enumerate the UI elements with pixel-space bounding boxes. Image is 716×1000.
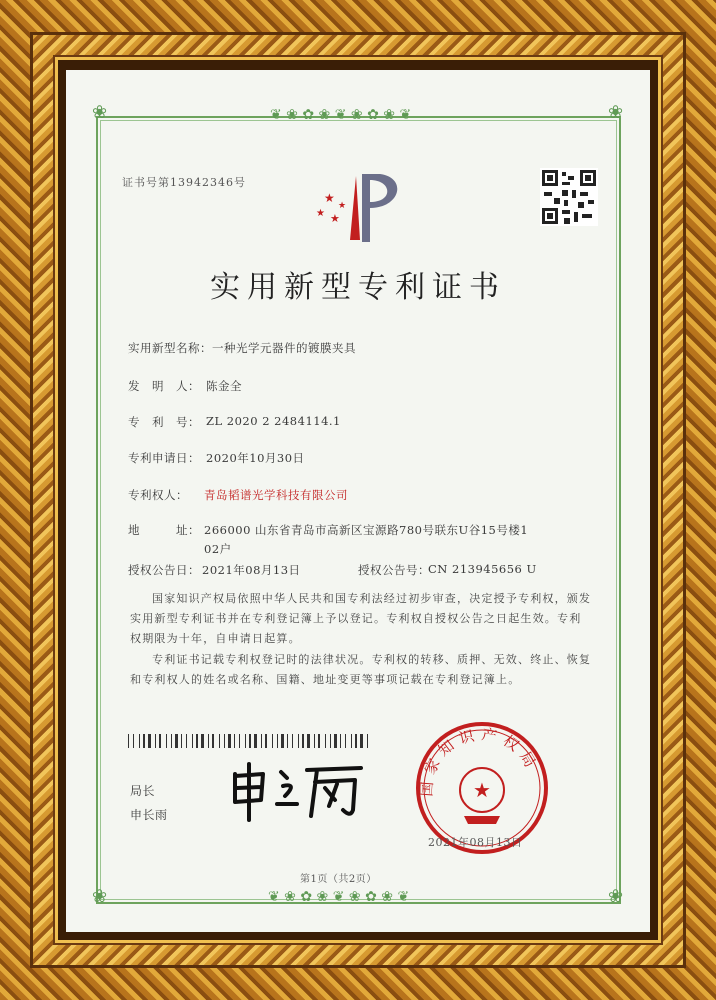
- utility-model-name-value: 一种光学元器件的镀膜夹具: [212, 341, 356, 355]
- patent-number-value: ZL 2020 2 2484114.1: [206, 414, 341, 428]
- grant-date-value: 2021年08月13日: [202, 563, 301, 577]
- svg-text:★: ★: [324, 191, 335, 205]
- corner-ornament-icon: ❀: [92, 886, 108, 907]
- patent-logo-icon: [310, 168, 410, 246]
- svg-text:★: ★: [338, 201, 347, 211]
- certificate-number: 证书号第13942346号: [122, 176, 246, 189]
- svg-text:★: ★: [473, 778, 491, 802]
- certificate-title: 实用新型专利证书: [210, 270, 506, 305]
- legal-paragraph-2: 专利证书记载专利权登记时的法律状况。专利权的转移、质押、无效、终止、恢复和专利权人的姓名或名称、国籍、地址变更等事项记载在专利登记簿上。: [130, 653, 592, 686]
- bottom-ornament-icon: ❦ ❀ ✿ ❀ ❦ ❀ ✿ ❀ ❦: [268, 889, 410, 905]
- director-name: 申长雨: [130, 808, 168, 822]
- corner-ornament-icon: ❀: [92, 102, 108, 123]
- address-value-line2: 02户: [204, 542, 232, 556]
- filing-date-label: 专利申请日：: [128, 451, 200, 465]
- seal-text: 国家知识产权局: [417, 725, 543, 798]
- patent-owner-value: 青岛韬谱光学科技有限公司: [204, 488, 348, 502]
- inventor-value: 陈金全: [206, 379, 242, 393]
- barcode-icon: [128, 734, 370, 748]
- patent-owner-label: 专利权人：: [128, 488, 188, 502]
- page-footer: 第1页（共2页）: [300, 874, 377, 885]
- signature-icon: [225, 760, 370, 824]
- patent-number-label: 专 利 号：: [128, 415, 200, 429]
- director-title: 局长: [130, 784, 156, 798]
- address-label: 地 址：: [128, 523, 200, 537]
- svg-text:★: ★: [316, 208, 325, 219]
- filing-date-value: 2020年10月30日: [206, 451, 305, 465]
- seal-date: 2021年08月13日: [428, 836, 523, 849]
- grant-number-value: CN 213945656 U: [428, 562, 537, 576]
- grant-date-label: 授权公告日：: [128, 563, 200, 577]
- qr-code-icon[interactable]: [540, 168, 598, 226]
- inventor-label: 发 明 人：: [128, 379, 200, 393]
- utility-model-name-label: 实用新型名称：: [128, 341, 212, 355]
- svg-text:★: ★: [330, 212, 340, 225]
- top-ornament-icon: ❦ ❀ ✿ ❀ ❦ ❀ ✿ ❀ ❦: [270, 107, 412, 123]
- grant-number-label: 授权公告号：: [358, 563, 430, 577]
- corner-ornament-icon: ❀: [608, 886, 624, 907]
- legal-paragraph-1: 国家知识产权局依照中华人民共和国专利法经过初步审查，决定授予专利权，颁发实用新型专利证书并在专利登记簿上予以登记。专利权自授权公告之日起生效。专利权期限为十年，自申请日起算。: [130, 592, 592, 645]
- address-value-line1: 266000 山东省青岛市高新区宝源路780号联东U谷15号楼1: [204, 523, 529, 537]
- corner-ornament-icon: ❀: [608, 102, 624, 123]
